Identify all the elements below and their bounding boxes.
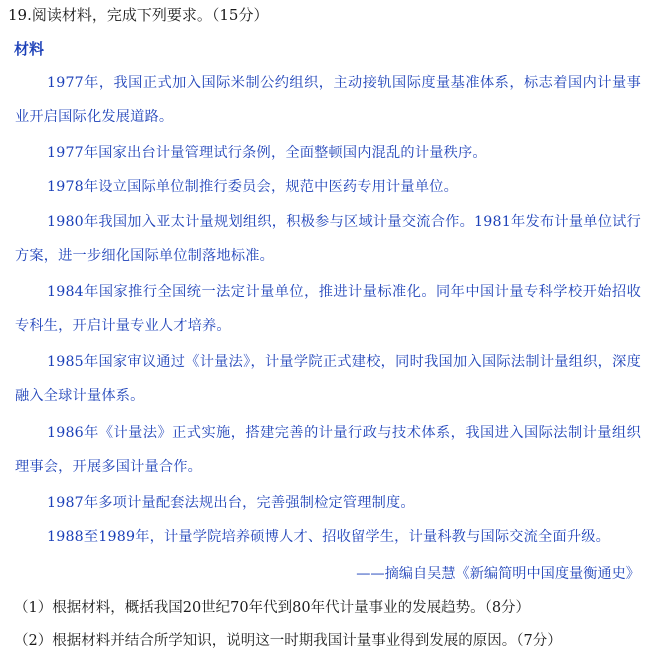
material-paragraph-1988: 1988至1989年，计量学院培养硕博人才、招收留学生，计量科教与国际交流全面升级。 [47,529,610,545]
question-title: 19.阅读材料，完成下列要求。（15分） [8,6,269,24]
material-source-citation: ——摘编自吴慧《新编简明中国度量衡通史》 [356,566,640,582]
sub-question-2: （2）根据材料并结合所学知识，说明这一时期我国计量事业得到发展的原因。（7分） [14,633,562,649]
material-paragraph-1986: 1986年《计量法》正式实施，搭建完善的计量行政与技术体系，我国进入国际法制计量组织理事会，开展多国计量合作。 [15,425,641,475]
material-paragraph-1977-regulation: 1977年国家出台计量管理试行条例，全面整顿国内混乱的计量秩序。 [47,145,487,161]
material-paragraph-1985: 1985年国家审议通过《计量法》，计量学院正式建校，同时我国加入国际法制计量组织，深度融入全球计量体系。 [15,354,641,404]
material-paragraph-1977-metric: 1977年，我国正式加入国际米制公约组织，主动接轨国际度量基准体系，标志着国内计量事业开启国际化发展道路。 [15,75,641,125]
material-paragraph-1987: 1987年多项计量配套法规出台，完善强制检定管理制度。 [47,495,415,511]
material-paragraph-1984: 1984年国家推行全国统一法定计量单位，推进计量标准化。同年中国计量专科学校开始招收专科生，开启计量专业人才培养。 [15,284,641,334]
material-label: 材料 [14,40,45,58]
sub-question-1: （1）根据材料，概括我国20世纪70年代到80年代计量事业的发展趋势。（8分） [14,600,531,616]
material-paragraph-1978: 1978年设立国际单位制推行委员会，规范中医药专用计量单位。 [47,179,458,195]
material-paragraph-1980: 1980年我国加入亚太计量规划组织，积极参与区域计量交流合作。1981年发布计量单位试行方案，进一步细化国际单位制落地标准。 [15,214,641,264]
